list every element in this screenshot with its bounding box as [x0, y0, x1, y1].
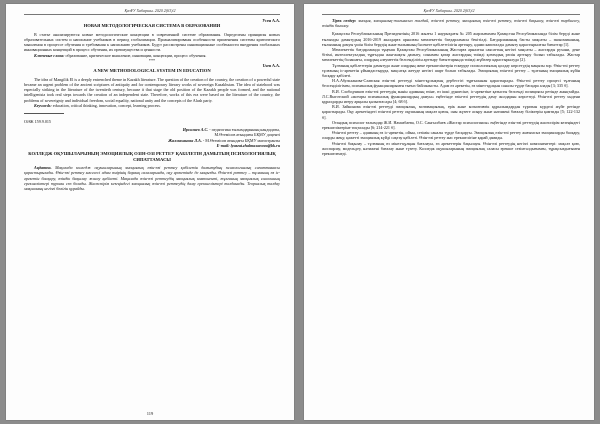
body-paragraph: Отандық психолог ғалымдар Ж.И. Намазбаева, О.С. Сангылбаев «Жастар психологиясы» еңбегінде өзін-өзі реттеудің жасөспірім кезеңіндегі ерекшеліктеріне тоқталады [6; 214-221 б]. — [322, 119, 580, 131]
author-name: Ирсалиев А.С. — [182, 127, 209, 133]
header-rule — [322, 14, 580, 15]
left-page — [6, 4, 294, 420]
keywords-kz-text: эмоция, эмоциялық-жағымсыз жағдай, өзін-өзі реттеу, эмоциялық өзін-өзі реттеу, өзін-өзі бақылау, өзін-өзі тәрбиелеу, өзіндік бағалау. — [322, 18, 581, 29]
annotation-text: Мақалада колледж оқушыларының эмоциялық өзін-өзі реттеу қабілетін дамытудың психологиялық сипаттамасы қарастырылады. Өзін-өзі реттеу мәселесі адам өмірінің барлық салаларында, оқу әрекетінде де маңызды. Өзін-өзі реттеу – тұлғаның өз іс-әрекетін басқару, өзіндік бақылау жасау қабілеті. Мақалада өзін-өзі реттеудің эмоциялық компоненті, тұлғаның эмоциялық саласының ерекшеліктері туралы сөз болады. Жасөспірім кезеңіндегі эмоциялық өзін-өзі реттеудің даму ерекшеліктері талданады. Теориялық талдау мақаланың негізгі бөлігін құрайды. — [24, 165, 280, 192]
right-content — [322, 18, 580, 156]
abstract-en: The idea of Mangilik El is a deeply entrenched theme in Kazakh literature. The question of the creation of the country, the creation of a powerful state became an urgent problem of the ancient scriptures of antiquity and for contemporary literary works of sovereign Kazakhstan. The idea of statehood was especially striking in the literature of the twentieth century, because it that stage the old position of the Kazakh people was formed, and the national intelligentsia took real steps towards the creation of an independent state. Therefore, works of this era were based on the literature of the country, the problems of sovereignty and individual freedom, social equality, national unity and the concepts of the Alash party. — [24, 76, 280, 103]
body-paragraph: Мемлекеттік бағдарламада тұңғыш Қазақстан Республикасының Жастарға арналған саясаттың негізгі мақсаты – жастарды рухани, дене бітімі, интеллектуалдық тұрғыдан жан-жақты дамыту, сонымен қатар жастардың тиімді қоғамдық рөлін арттыру болып табылады. Жастар мемлекеттің болашағы, олардың әлеуметтік белсенділігін арттыру бағыттарында тиімді жүйелер қарастырылуда [2]. — [322, 47, 580, 63]
keywords-kz-label: Тірек сөздер: — [332, 18, 357, 23]
section-divider — [24, 113, 64, 114]
title-en: A NEW METHODOLOGICAL SYSTEM IN EDUCATION — [93, 68, 211, 74]
page-number-left: 119 — [146, 411, 154, 416]
keywords-ru-label: Ключевые слова: — [34, 52, 65, 58]
keywords-en-text: education, critical thinking, innovation, concept, learning process. — [52, 102, 161, 108]
header-rule — [24, 14, 280, 15]
running-header — [6, 8, 294, 13]
author-desc: - М.Өтемісов атындағы БҚМУ магистранты — [202, 137, 280, 143]
irsti-code: ОӘЖ 159.9.015 — [24, 119, 51, 125]
title-kz: КОЛЛЕДЖ ОҚУШЫЛАРЫНЫҢ ЭМОЦИЯЛЫҚ ОЗІН-ОЗІ РЕТТЕУ ҚАБІЛЕТІН ДАМЫТЫҢ ПСИХОЛОГИЯЛЫҚ СИПАТТАМАСЫ — [28, 151, 276, 162]
running-header — [304, 8, 594, 13]
body-paragraph: В.И. Зайкинова өзін-өзі реттеуді эмоциялық, мотивациялық, ерік және когнитивтік құрылымдардан тұратын күрделі жүйе ретінде қарастырады. Оқу әрекетіндегі өзін-өзі реттеу оқушының мақсат қоюы, оны жүзеге асыру және нәтижені бағалау біліктерін қамтиды [5; 122-132 б]. — [322, 104, 580, 120]
annotation-label: Аңдатпа. — [34, 165, 52, 171]
separator: *** — [148, 57, 156, 63]
title-ru: НОВАЯ МЕТОДОЛОГИЧЕСКАЯ СИСТЕМА В ОБРАЗОВАНИИ — [83, 23, 221, 29]
keywords-kz — [322, 18, 580, 28]
keywords-en-label: Keywords: — [34, 102, 52, 108]
body-paragraph: В.И. Слободчиков өзін-өзі реттеудің мәнін адамның өзіне, өз ішкі дүниесіне, іс-әрекетіне қатысты белсенді позициясы ретінде анықтайды. Л.С.Выготский «жоғары психикалық функциялардың дамуы» еңбегінде өзін-өзі реттеудің даму жолдарын көрсетеді. Өзін-өзі реттеу мәдени құралдарды игеру арқылы қалыптасады [4; 68 б]. — [322, 88, 580, 105]
body-paragraph: Н.А.Абульханова-Славская өзін-өзі реттеуді мінез-құлықтың дербестігі тұрғысынан қарастырады. Өзін-өзі реттеу процесі тұлғаның белсенділігімен, психикалық функцияларымен тығыз байланысты. Адам өз әрекетін, өз мінез-құлқын саналы түрде басқара алады [3; 335 б]. — [322, 78, 580, 89]
body-paragraph: Өзін-өзі бақылау – тұлғаның өз мінез-құлқын бағалауы, өз әрекеттерін бақылауы. Өзін-өзі реттеудің негізгі компоненттері: мақсат қою, жоспарлау, модельдеу, нәтижені бағалау және түзету. Колледж оқушыларының эмоциялық саласы ерекше сезімталдығымен, тұрақсыздығымен ерекшеленеді. — [322, 140, 580, 157]
right-page — [304, 4, 594, 420]
body-paragraph: Өзін-өзі реттеу – адамның өз іс-әрекетін, ойын, сезімін саналы түрде басқаруы. Эмоциялық өзін-өзі реттеу жағымсыз эмоцияларды басқару, оларды жеңу, қажетті эмоциялық күйді сақтау қабілеті. Өзін-өзі реттеу жас ерекшелігіне қарай дамиды. — [322, 130, 580, 141]
author-usen-en: Usen A.A. — [262, 63, 280, 69]
left-content — [24, 18, 280, 191]
author-usen-ru: Усен А.А. — [262, 18, 280, 23]
author-desc: М.Өтемісов атындағы БҚМУ доценті — [214, 132, 280, 138]
author-name: Жалмаханова Л.А. — [168, 137, 202, 143]
email-link[interactable]: E-mail: lyazzat.zhalmaxanova@bk.ru — [216, 142, 280, 148]
keywords-ru-text: образование, критическое мышление, инновации, концепции, процесс обучения. — [65, 52, 207, 58]
body-paragraph: Тұлғаның қабілеттерін дамытуда және олардың жеке ерекшеліктерін ескеруде психологиялық қолдау көрсетудің маңызы зор. Өзін-өзі реттеу тұлғаның іс-әрекетін ұйымдастыруда, мақсатқа жетуде негізгі шарт болып табылады. Эмоциялық өзін-өзі реттеу – тұлғаның эмоциялық күйін басқару қабілеті. — [322, 62, 580, 79]
header-text: ҚазҰУ Хабаршы. 2020 2(63)/2 — [124, 8, 176, 13]
body-paragraph: Қазақстан Республикасының Президентінің 2016 жылғы 1 наурыздағы № 205 жарлығымен Қазақстан Республикасында білім беруді және ғылымды дамытудың 2016-2019 жылдарға арналған мемлекеттік бағдарламасы бекітілді. Бағдарламаның басты мақсаты – экономиканың, ғылымның дамуы үшін білім берудің және ғылымның бәсекеге қабілеттілігін арттыру, адами капиталды дамыту қарастырылған бағыттар [1]. — [322, 31, 580, 47]
header-text: ҚазҰУ Хабаршы. 2020 2(63)/2 — [423, 8, 475, 13]
annotation-kz — [24, 165, 280, 191]
abstract-ru: В статье анализируются новые методологические концепции в современной системе образования. Определены принципы новых образовательных систем и написание учебников в период глобализации. Проанализированы особенности применения системы критического мышления в процессе обучения и требования к написанию учебников. Будут рассмотрены инновационные особенности внедрения глобальных инновационных концепций в процесс обучения, их преимущества и ценности. — [24, 31, 280, 53]
author-desc: - педагогика ғылымдарының кандидаты, — [209, 127, 280, 133]
